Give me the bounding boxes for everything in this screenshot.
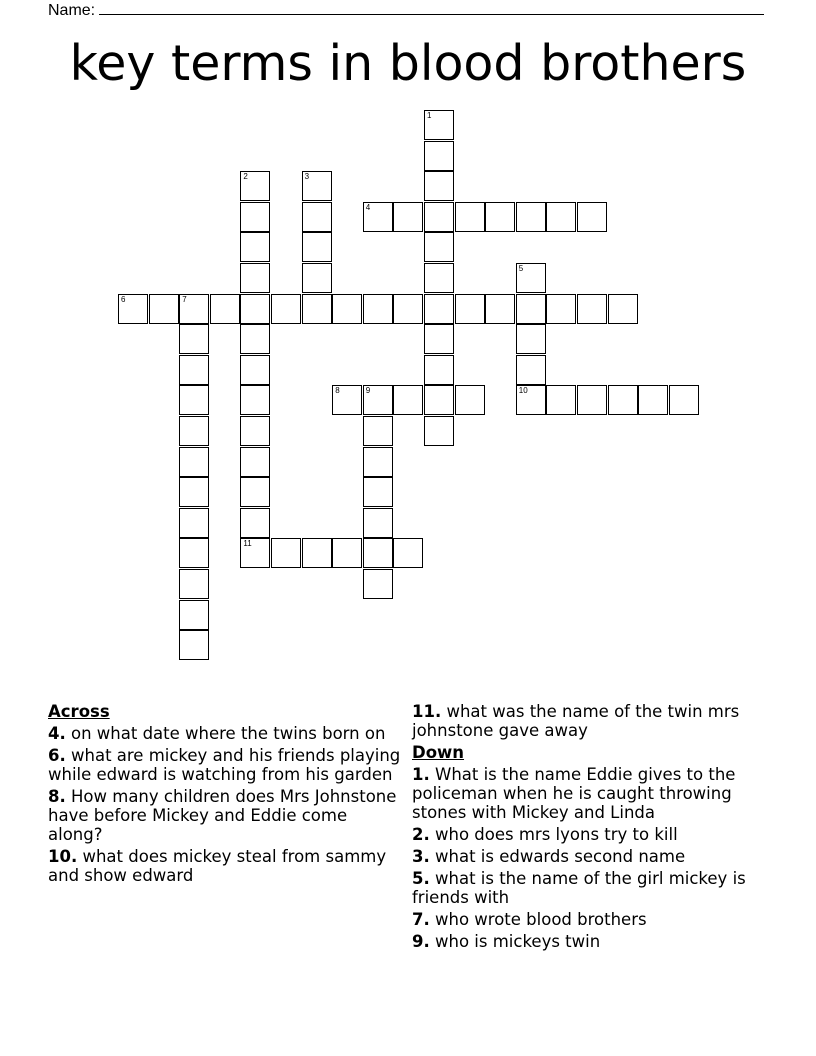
grid-cell[interactable] — [638, 385, 668, 415]
grid-cell[interactable] — [577, 294, 607, 324]
grid-cell[interactable] — [455, 202, 485, 232]
cell-number: 10 — [518, 386, 528, 396]
clue-number: 9. — [412, 932, 430, 951]
grid-cell[interactable] — [516, 202, 546, 232]
name-underline — [99, 0, 764, 15]
clue-text: what was the name of the twin mrs johnstone gave away — [412, 702, 740, 740]
clue-text: who wrote blood brothers — [435, 910, 647, 929]
cell-number: 2 — [243, 172, 248, 182]
grid-cell[interactable] — [240, 263, 270, 293]
grid-cell[interactable] — [577, 385, 607, 415]
grid-cell[interactable] — [179, 600, 209, 630]
grid-cell[interactable] — [240, 324, 270, 354]
grid-cell[interactable] — [424, 171, 454, 201]
clue-text: who does mrs lyons try to kill — [435, 825, 678, 844]
grid-cell[interactable] — [485, 294, 515, 324]
grid-cell[interactable] — [118, 294, 148, 324]
across-heading: Across — [48, 702, 110, 721]
grid-cell[interactable] — [363, 508, 393, 538]
grid-cell[interactable] — [332, 385, 362, 415]
grid-cell[interactable] — [424, 263, 454, 293]
grid-cell[interactable] — [455, 294, 485, 324]
grid-cell[interactable] — [240, 202, 270, 232]
clue-number: 2. — [412, 825, 430, 844]
grid-cell[interactable] — [271, 294, 301, 324]
clue-number: 11. — [412, 702, 442, 721]
down-clue — [412, 825, 772, 844]
cell-number: 1 — [427, 111, 432, 120]
grid-cell[interactable] — [546, 294, 576, 324]
grid-cell[interactable] — [393, 202, 423, 232]
grid-cell[interactable] — [546, 385, 576, 415]
cell-number: 9 — [365, 386, 371, 396]
cell-number: 7 — [182, 294, 187, 304]
clue-text: What is the name Eddie gives to the policeman when he is caught throwing stones with Mickey and Linda — [412, 765, 736, 822]
grid-cell[interactable] — [240, 385, 270, 415]
down-clue — [412, 932, 772, 951]
grid-cell[interactable] — [149, 294, 179, 324]
grid-cell[interactable] — [179, 447, 209, 477]
grid-cell[interactable] — [332, 294, 362, 324]
name-field — [48, 0, 764, 20]
grid-cell[interactable] — [240, 416, 270, 446]
grid-cell[interactable] — [424, 385, 454, 415]
down-clue — [412, 765, 772, 822]
grid-cell[interactable] — [424, 232, 454, 262]
clue-number: 1. — [412, 765, 430, 784]
grid-cell[interactable] — [424, 141, 454, 171]
grid-cell[interactable] — [546, 202, 576, 232]
grid-cell[interactable] — [240, 294, 270, 324]
grid-cell[interactable] — [516, 324, 546, 354]
grid-cell[interactable] — [302, 263, 332, 293]
down-clue — [412, 910, 772, 929]
grid-cell[interactable] — [424, 202, 454, 232]
grid-cell[interactable] — [424, 355, 454, 385]
grid-cell[interactable] — [179, 416, 209, 446]
down-heading: Down — [412, 743, 465, 762]
grid-cell[interactable] — [302, 538, 332, 568]
grid-cell[interactable] — [393, 294, 423, 324]
grid-cell[interactable] — [363, 569, 393, 599]
grid-cell[interactable] — [179, 385, 209, 415]
cell-number: 11 — [243, 539, 252, 549]
down-clue — [412, 869, 772, 907]
grid-cell[interactable] — [393, 385, 423, 415]
grid-cell[interactable] — [577, 202, 607, 232]
grid-cell[interactable] — [302, 294, 332, 324]
grid-cell[interactable] — [179, 508, 209, 538]
grid-cell[interactable] — [424, 110, 454, 140]
clue-text: what does mickey steal from sammy and show edward — [48, 847, 387, 885]
grid-cell[interactable] — [363, 447, 393, 477]
down-clue — [412, 847, 772, 866]
clue-number: 4. — [48, 724, 66, 743]
across-clue — [48, 746, 406, 784]
clues-column-left — [48, 702, 406, 888]
grid-cell[interactable] — [240, 355, 270, 385]
grid-cell[interactable] — [455, 385, 485, 415]
cell-number: 4 — [365, 202, 371, 212]
clue-number: 8. — [48, 787, 66, 806]
grid-cell[interactable] — [302, 202, 332, 232]
grid-cell[interactable] — [210, 294, 240, 324]
grid-cell[interactable] — [516, 355, 546, 385]
grid-cell[interactable] — [516, 263, 546, 293]
grid-cell[interactable] — [302, 171, 332, 201]
clue-text: what is edwards second name — [435, 847, 686, 866]
cell-number: 3 — [304, 172, 310, 182]
grid-cell[interactable] — [608, 385, 638, 415]
grid-cell[interactable] — [516, 385, 546, 415]
across-clue — [48, 847, 406, 885]
clue-text: what is the name of the girl mickey is friends with — [412, 869, 746, 907]
grid-cell[interactable] — [332, 538, 362, 568]
grid-cell[interactable] — [179, 355, 209, 385]
grid-cell[interactable] — [516, 294, 546, 324]
grid-cell[interactable] — [424, 294, 454, 324]
clue-number: 10. — [48, 847, 78, 866]
name-label: Name: — [48, 2, 96, 19]
grid-cell[interactable] — [240, 477, 270, 507]
grid-cell[interactable] — [179, 569, 209, 599]
grid-cell[interactable] — [363, 385, 393, 415]
grid-cell[interactable] — [179, 324, 209, 354]
clue-text: who is mickeys twin — [435, 932, 601, 951]
cell-number: 6 — [121, 294, 126, 304]
grid-cell[interactable] — [608, 294, 638, 324]
across-clue — [48, 724, 406, 743]
clue-text: on what date where the twins born on — [71, 724, 386, 743]
clue-number: 5. — [412, 869, 430, 888]
grid-cell[interactable] — [424, 416, 454, 446]
grid-cell[interactable] — [179, 477, 209, 507]
grid-cell[interactable] — [271, 538, 301, 568]
grid-cell[interactable] — [240, 447, 270, 477]
grid-cell[interactable] — [179, 538, 209, 568]
crossword-grid — [118, 110, 718, 640]
grid-cell[interactable] — [179, 294, 209, 324]
across-clue — [48, 787, 406, 844]
grid-cell[interactable] — [179, 630, 209, 660]
grid-cell[interactable] — [485, 202, 515, 232]
clue-text: How many children does Mrs Johnstone have before Mickey and Eddie come along? — [48, 787, 397, 844]
clue-text: what are mickey and his friends playing while edward is watching from his garden — [48, 746, 401, 784]
page-title: key terms in blood brothers — [69, 35, 747, 92]
grid-cell[interactable] — [302, 232, 332, 262]
grid-cell[interactable] — [393, 538, 423, 568]
clue-number: 6. — [48, 746, 66, 765]
grid-cell[interactable] — [363, 538, 393, 568]
grid-cell[interactable] — [424, 324, 454, 354]
grid-cell[interactable] — [363, 477, 393, 507]
cell-number: 5 — [518, 264, 524, 273]
grid-cell[interactable] — [363, 416, 393, 446]
grid-cell[interactable] — [240, 538, 270, 568]
cell-number: 8 — [335, 386, 340, 396]
grid-cell[interactable] — [669, 385, 699, 415]
grid-cell[interactable] — [240, 232, 270, 262]
across-clue — [412, 702, 772, 740]
clue-number: 3. — [412, 847, 430, 866]
clues-column-right — [412, 702, 772, 954]
clue-number: 7. — [412, 910, 430, 929]
grid-cell[interactable] — [363, 294, 393, 324]
grid-cell[interactable] — [240, 171, 270, 201]
grid-cell[interactable] — [363, 202, 393, 232]
grid-cell[interactable] — [240, 508, 270, 538]
